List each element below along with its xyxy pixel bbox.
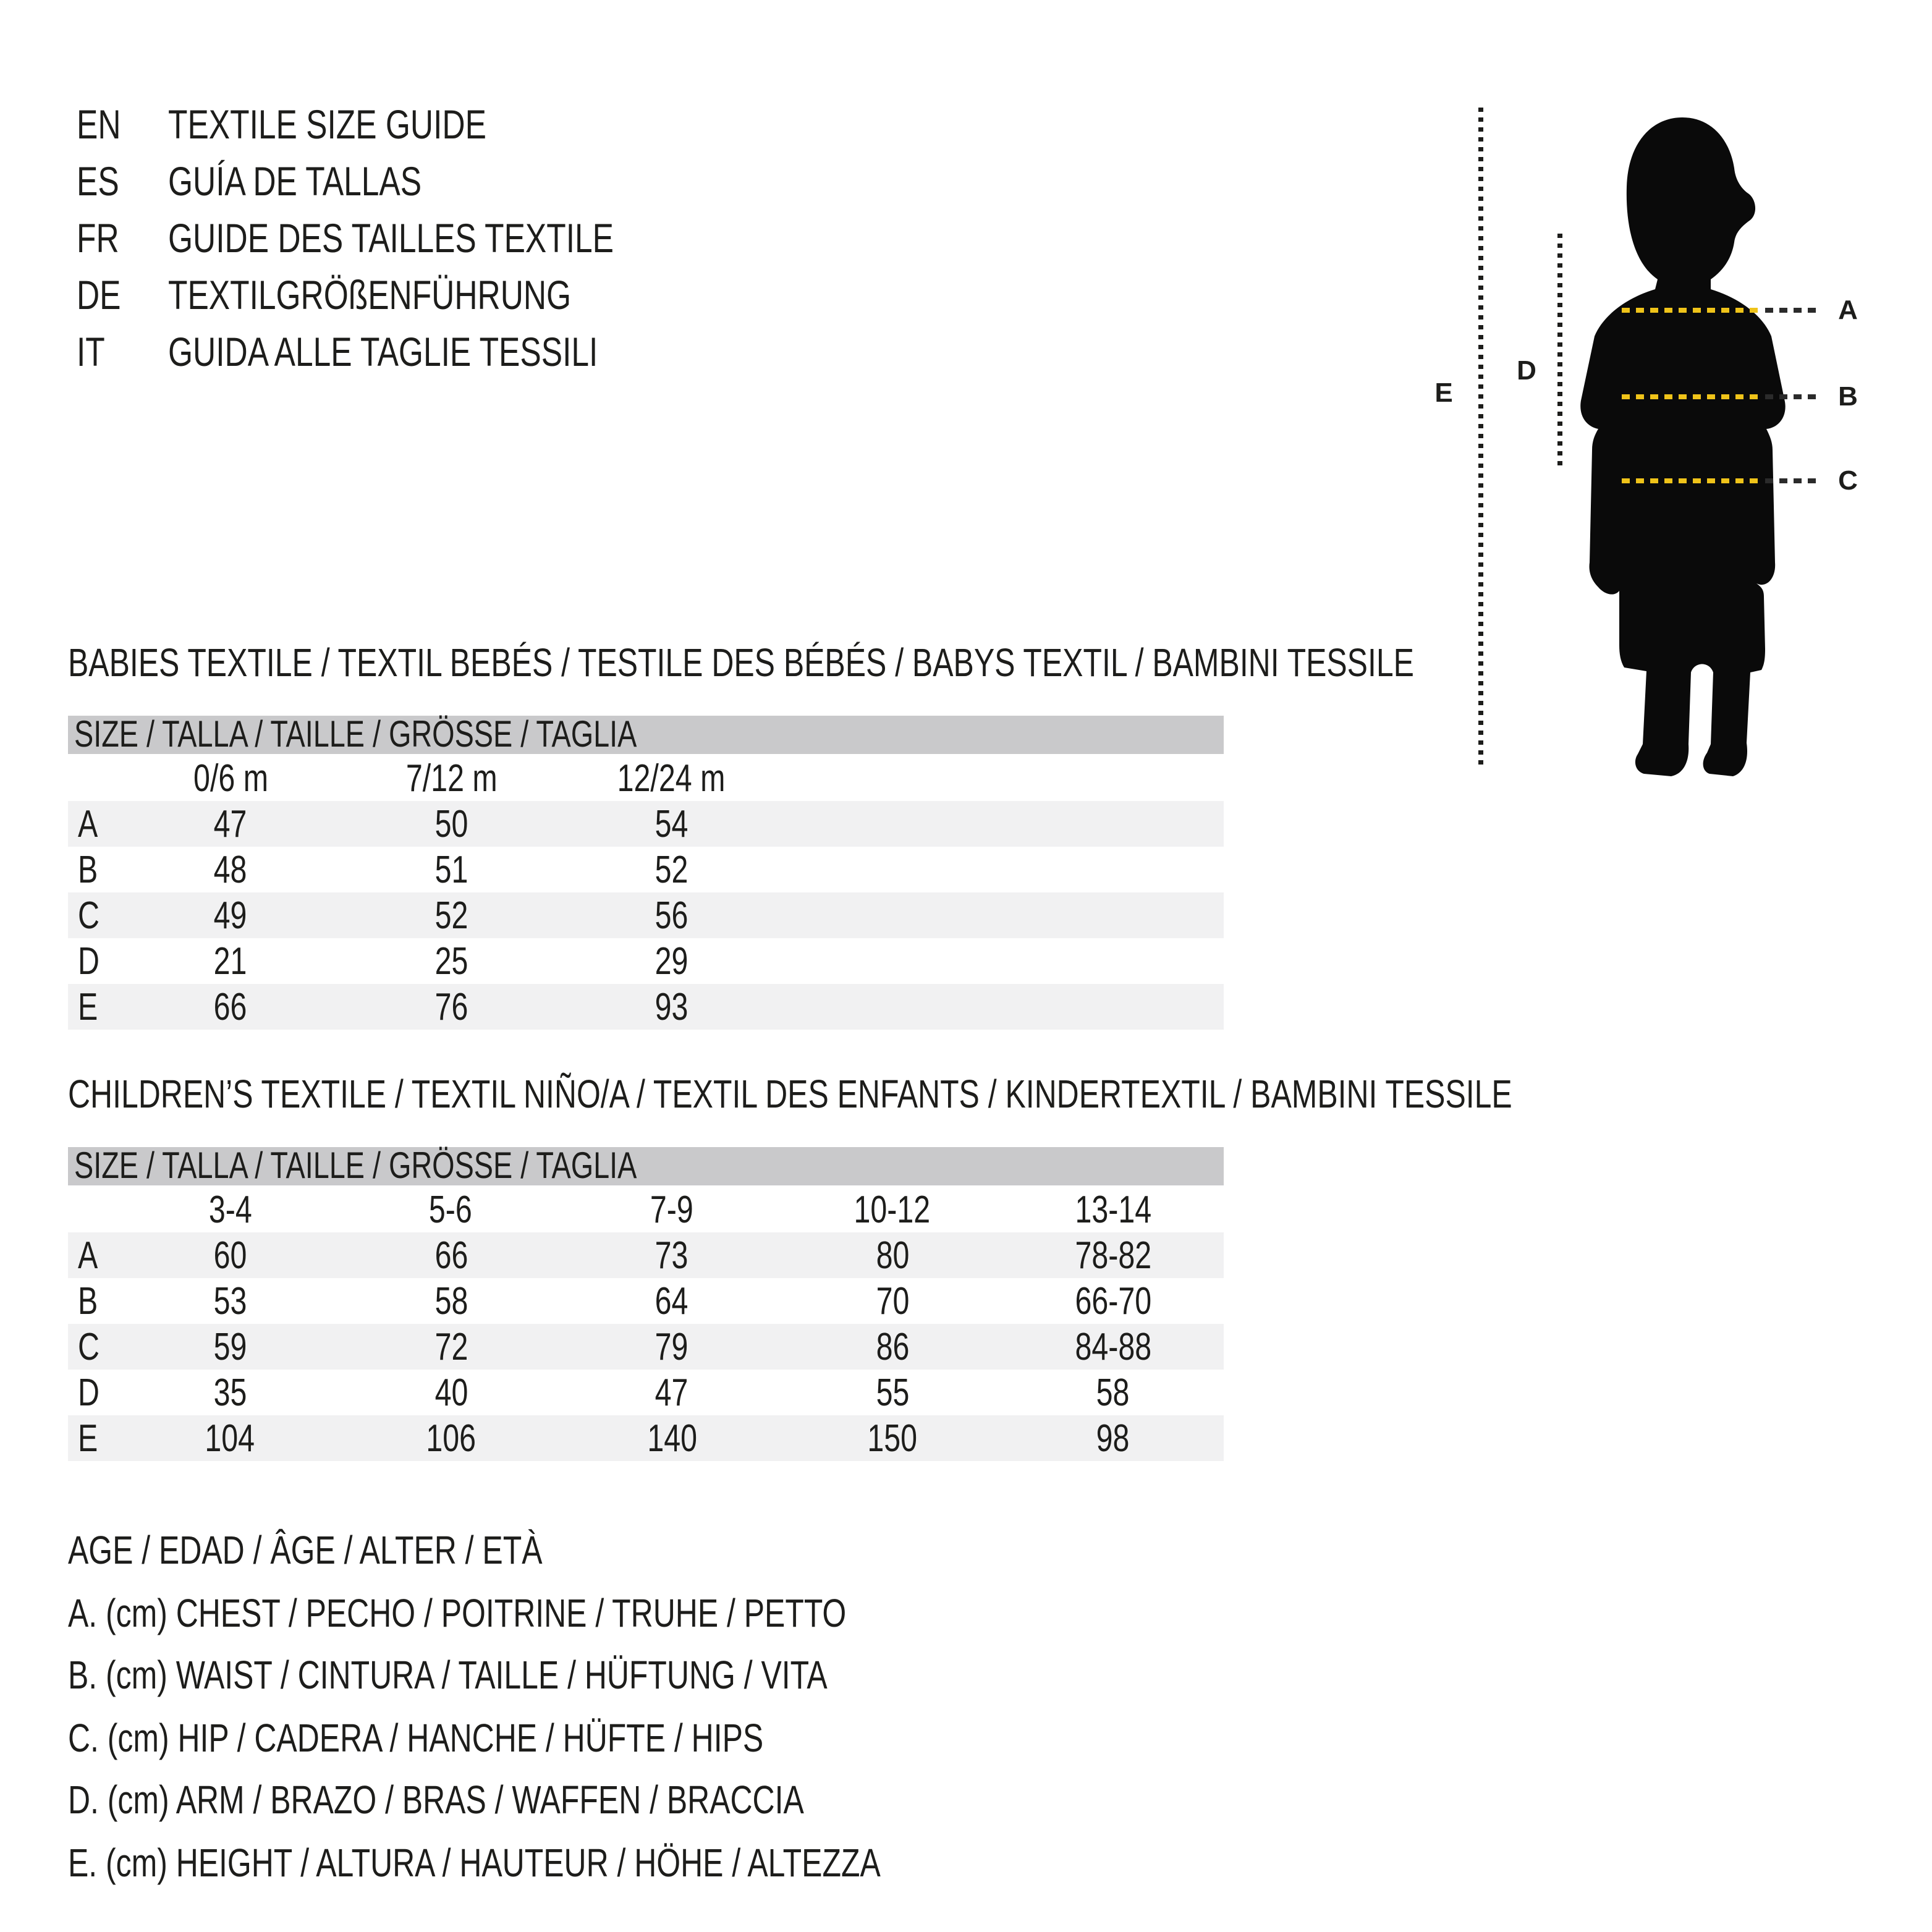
babies-column-header: 0/6 m [193,756,268,800]
row-label: E [78,985,98,1028]
legend-line-age: AGE / EDAD / ÂGE / ALTER / ETÀ [68,1528,543,1572]
children-table-row [68,1278,1224,1324]
row-label: D [78,1371,100,1414]
table-cell: 66 [434,1234,468,1277]
table-cell: 49 [213,894,247,937]
lang-code: FR [77,215,119,261]
header-lang-row [77,157,1016,206]
row-label: B [78,848,98,891]
table-cell: 48 [213,848,247,891]
table-cell: 70 [876,1279,910,1323]
empty-corner-cell [68,756,120,801]
children-table-row [68,1324,1224,1370]
babies-size-table [68,716,1224,1030]
children-section-title: CHILDREN’S TEXTILE / TEXTIL NIÑO/A / TEXTIL DES ENFANTS / KINDERTEXTIL / BAMBINI TESSILE [68,1072,1512,1116]
header-lang-row [77,100,1016,150]
babies-size-header-bar: SIZE / TALLA / TAILLE / GRÖSSE / TAGLIA [68,716,1224,754]
hip-line-gray [1765,478,1821,483]
table-cell: 72 [434,1325,468,1368]
lang-code: EN [77,101,121,147]
row-label: C [78,1325,100,1368]
table-cell: 80 [876,1234,910,1277]
children-column-header: 5-6 [429,1188,473,1231]
chest-line-gray [1765,308,1821,312]
table-cell: 25 [434,939,468,983]
table-cell: 47 [655,1371,688,1414]
babies-table-row [68,801,1224,847]
children-size-table [68,1147,1224,1461]
table-cell: 106 [426,1417,477,1460]
waist-line-gray [1765,394,1821,399]
legend-line-chest: A. (cm) CHEST / PECHO / POITRINE / TRUHE / PETTO [68,1591,847,1635]
table-cell: 40 [434,1371,468,1414]
table-cell: 79 [655,1325,688,1368]
table-cell: 55 [876,1371,910,1414]
waist-label-b: B [1838,381,1858,412]
babies-column-header: 12/24 m [617,756,726,800]
table-cell: 60 [213,1234,247,1277]
waist-line-yellow [1622,394,1758,399]
table-cell: 93 [655,985,688,1028]
children-table-row [68,1415,1224,1461]
table-cell: 76 [434,985,468,1028]
height-label-e: E [1434,377,1453,408]
children-column-header: 7-9 [650,1188,693,1231]
lang-code: ES [77,158,119,204]
table-cell: 35 [213,1371,247,1414]
babies-table-row [68,984,1224,1030]
lang-title: GUIDE DES TAILLES TEXTILE [168,215,614,261]
lang-title: TEXTILGRÖßENFÜHRUNG [168,272,572,318]
children-size-header-bar: SIZE / TALLA / TAILLE / GRÖSSE / TAGLIA [68,1147,1224,1185]
row-label: B [78,1279,98,1323]
table-cell: 53 [213,1279,247,1323]
arm-label-d: D [1517,355,1536,386]
babies-column-header: 7/12 m [405,756,497,800]
table-cell: 54 [655,802,688,845]
table-cell: 21 [213,939,247,983]
legend-line-hip: C. (cm) HIP / CADERA / HANCHE / HÜFTE / HIPS [68,1716,764,1760]
table-cell: 140 [646,1417,697,1460]
row-label: A [78,1234,98,1277]
table-cell: 52 [434,894,468,937]
table-cell: 98 [1096,1417,1130,1460]
table-cell: 58 [1096,1371,1130,1414]
children-table-row [68,1232,1224,1278]
child-silhouette [1570,105,1796,791]
table-cell: 56 [655,894,688,937]
babies-section-title: BABIES TEXTILE / TEXTIL BEBÉS / TESTILE DES BÉBÉS / BABYS TEXTIL / BAMBINI TESSILE [68,640,1414,685]
header-lang-row [77,214,1016,263]
babies-table-row [68,847,1224,892]
hip-line-yellow [1622,478,1758,483]
header-lang-row [77,271,1016,320]
table-cell: 73 [655,1234,688,1277]
table-cell: 66-70 [1075,1279,1152,1323]
table-cell: 64 [655,1279,688,1323]
legend-line-height: E. (cm) HEIGHT / ALTURA / HAUTEUR / HÖHE / ALTEZZA [68,1841,881,1885]
children-table-row [68,1370,1224,1415]
children-column-header: 3-4 [208,1188,252,1231]
table-cell: 78-82 [1075,1234,1152,1277]
legend-line-waist: B. (cm) WAIST / CINTURA / TAILLE / HÜFTUNG / VITA [68,1653,828,1697]
legend-line-arm: D. (cm) ARM / BRAZO / BRAS / WAFFEN / BRACCIA [68,1777,804,1822]
lang-code: IT [77,329,105,375]
babies-column-header-row [68,756,1224,801]
children-column-header: 13-14 [1075,1188,1152,1231]
row-label: D [78,939,100,983]
babies-table-row [68,938,1224,984]
table-cell: 84-88 [1075,1325,1152,1368]
table-cell: 58 [434,1279,468,1323]
table-cell: 86 [876,1325,910,1368]
children-column-header: 10-12 [854,1188,931,1231]
table-cell: 51 [434,848,468,891]
table-cell: 104 [205,1417,255,1460]
arm-measure-line-d [1557,234,1562,470]
table-cell: 66 [213,985,247,1028]
lang-code: DE [77,272,121,318]
table-cell: 47 [213,802,247,845]
lang-title: GUIDA ALLE TAGLIE TESSILI [168,329,598,375]
table-cell: 150 [867,1417,918,1460]
table-cell: 52 [655,848,688,891]
empty-corner-cell [68,1188,120,1232]
hip-label-c: C [1838,465,1858,496]
lang-title: GUÍA DE TALLAS [168,158,422,204]
children-column-header-row [68,1188,1224,1232]
row-label: A [78,802,98,845]
row-label: E [78,1417,98,1460]
table-cell: 29 [655,939,688,983]
header-lang-row [77,328,1016,377]
chest-line-yellow [1622,308,1758,312]
chest-label-a: A [1838,294,1858,325]
babies-table-row [68,892,1224,938]
table-cell: 50 [434,802,468,845]
table-cell: 59 [213,1325,247,1368]
row-label: C [78,894,100,937]
lang-title: TEXTILE SIZE GUIDE [168,101,486,147]
